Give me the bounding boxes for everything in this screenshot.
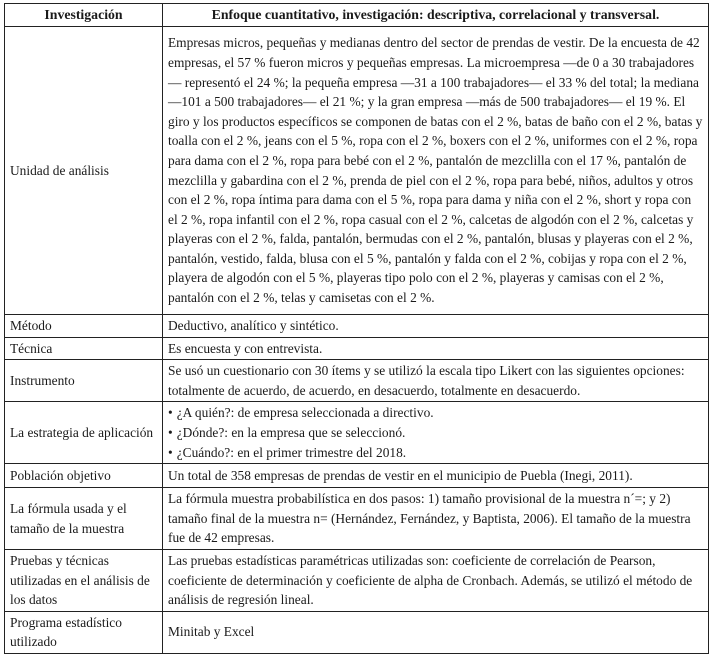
table-row-programa-estadistico [5,611,709,653]
table-row-poblacion-objetivo [5,464,709,488]
bullet-item-cuando: • ¿Cuándo?: en el primer trimestre del 2018. [168,443,703,463]
row-label: Programa estadístico utilizado [5,611,163,653]
row-value: Las pruebas estadísticas paramétricas utilizadas son: coeficiente de correlación de Pearson, coeficiente de determinación y coeficiente de alpha de Cronbach. Además, se utilizó el método de análisis de regresión lineal. [163,549,709,611]
row-value: Se usó un cuestionario con 30 ítems y se utilizó la escala tipo Likert con las siguientes opciones: totalmente de acuerdo, de acuerdo, en desacuerdo, totalmente en desacuerdo. [163,360,709,402]
methodology-table [4,3,709,654]
strategy-bullet-list [168,403,703,462]
table-row-unidad-de-analisis [5,27,709,315]
row-label: Método [5,315,163,338]
header-investigacion: Investigación [5,4,163,27]
table-row-estrategia-de-aplicacion [5,402,709,464]
row-label: Instrumento [5,360,163,402]
bullet-item-donde: • ¿Dónde?: en la empresa que se seleccionó. [168,423,703,443]
row-label: Unidad de análisis [5,27,163,315]
row-value: Minitab y Excel [163,611,709,653]
table-row-pruebas-y-tecnicas [5,549,709,611]
row-value: La fórmula muestra probabilística en dos pasos: 1) tamaño provisional de la muestra n´=; y 2) tamaño final de la muestra n= (Hernández, Fernández, y Baptista, 2006). El tamaño de la muestra fue de 42 empresas. [163,488,709,550]
header-enfoque: Enfoque cuantitativo, investigación: descriptiva, correlacional y transversal. [163,4,709,27]
table-row-metodo [5,315,709,338]
row-label: Técnica [5,337,163,360]
table-row-instrumento [5,360,709,402]
header-row [5,4,709,27]
table-body [5,27,709,654]
row-value: Deductivo, analítico y sintético. [163,315,709,338]
table-row-tecnica [5,337,709,360]
row-value: Es encuesta y con entrevista. [163,337,709,360]
table-row-formula-tamano-muestra [5,488,709,550]
bullet-item-a-quien: • ¿A quién?: de empresa seleccionada a directivo. [168,403,703,423]
row-label: La estrategia de aplicación [5,402,163,464]
row-label: Población objetivo [5,464,163,488]
row-value [163,402,709,464]
row-label: Pruebas y técnicas utilizadas en el análisis de los datos [5,549,163,611]
table-header [5,4,709,27]
row-value: Un total de 358 empresas de prendas de vestir en el municipio de Puebla (Inegi, 2011). [163,464,709,488]
row-value: Empresas micros, pequeñas y medianas dentro del sector de prendas de vestir. De la encuesta de 42 empresas, el 57 % fueron micros y pequeñas empresas. La microempresa —de 0 a 30 trabajadores— representó el 24 %; la pequeña empresa —31 a 100 trabajadores— el 33 % del total; la mediana —101 a 500 trabajadores— el 21 %; y la gran empresa —más de 500 trabajadores— el 19 %. El giro y los productos específicos se componen de batas con el 2 %, batas de baño con el 2 %, batas y toalla con el 2 %, jeans con el 5 %, ropa con el 2 %, boxers con el 2 %, uniformes con el 2 %, ropa para dama con el 2 %, ropa para bebé con el 2 %, pantalón de mezclilla con el 17 %, pantalón de mezclilla y gabardina con el 2 %, prenda de piel con el 2 %, ropa para bebé, niños, adultos y otros con el 2 %, ropa íntima para dama con el 5 %, ropa para dama y niña con el 2 %, short y ropa con el 2 %, ropa infantil con el 2 %, ropa casual con el 2 %, calcetas de algodón con el 2 %, calcetas y playeras con el 2 %, falda, pantalón, bermudas con el 2 %, pantalón, blusas y playeras con el 2 %, pantalón, vestido, falda, blusa con el 5 %, pantalón y falda con el 2 %, cobijas y ropa con el 2 %, playera de algodón con el 5 %, playeras tipo polo con el 2 %, playeras y camisas con el 2 %, pantalón con el 2 %, telas y camisetas con el 2 %. [163,27,709,315]
row-label: La fórmula usada y el tamaño de la muestra [5,488,163,550]
